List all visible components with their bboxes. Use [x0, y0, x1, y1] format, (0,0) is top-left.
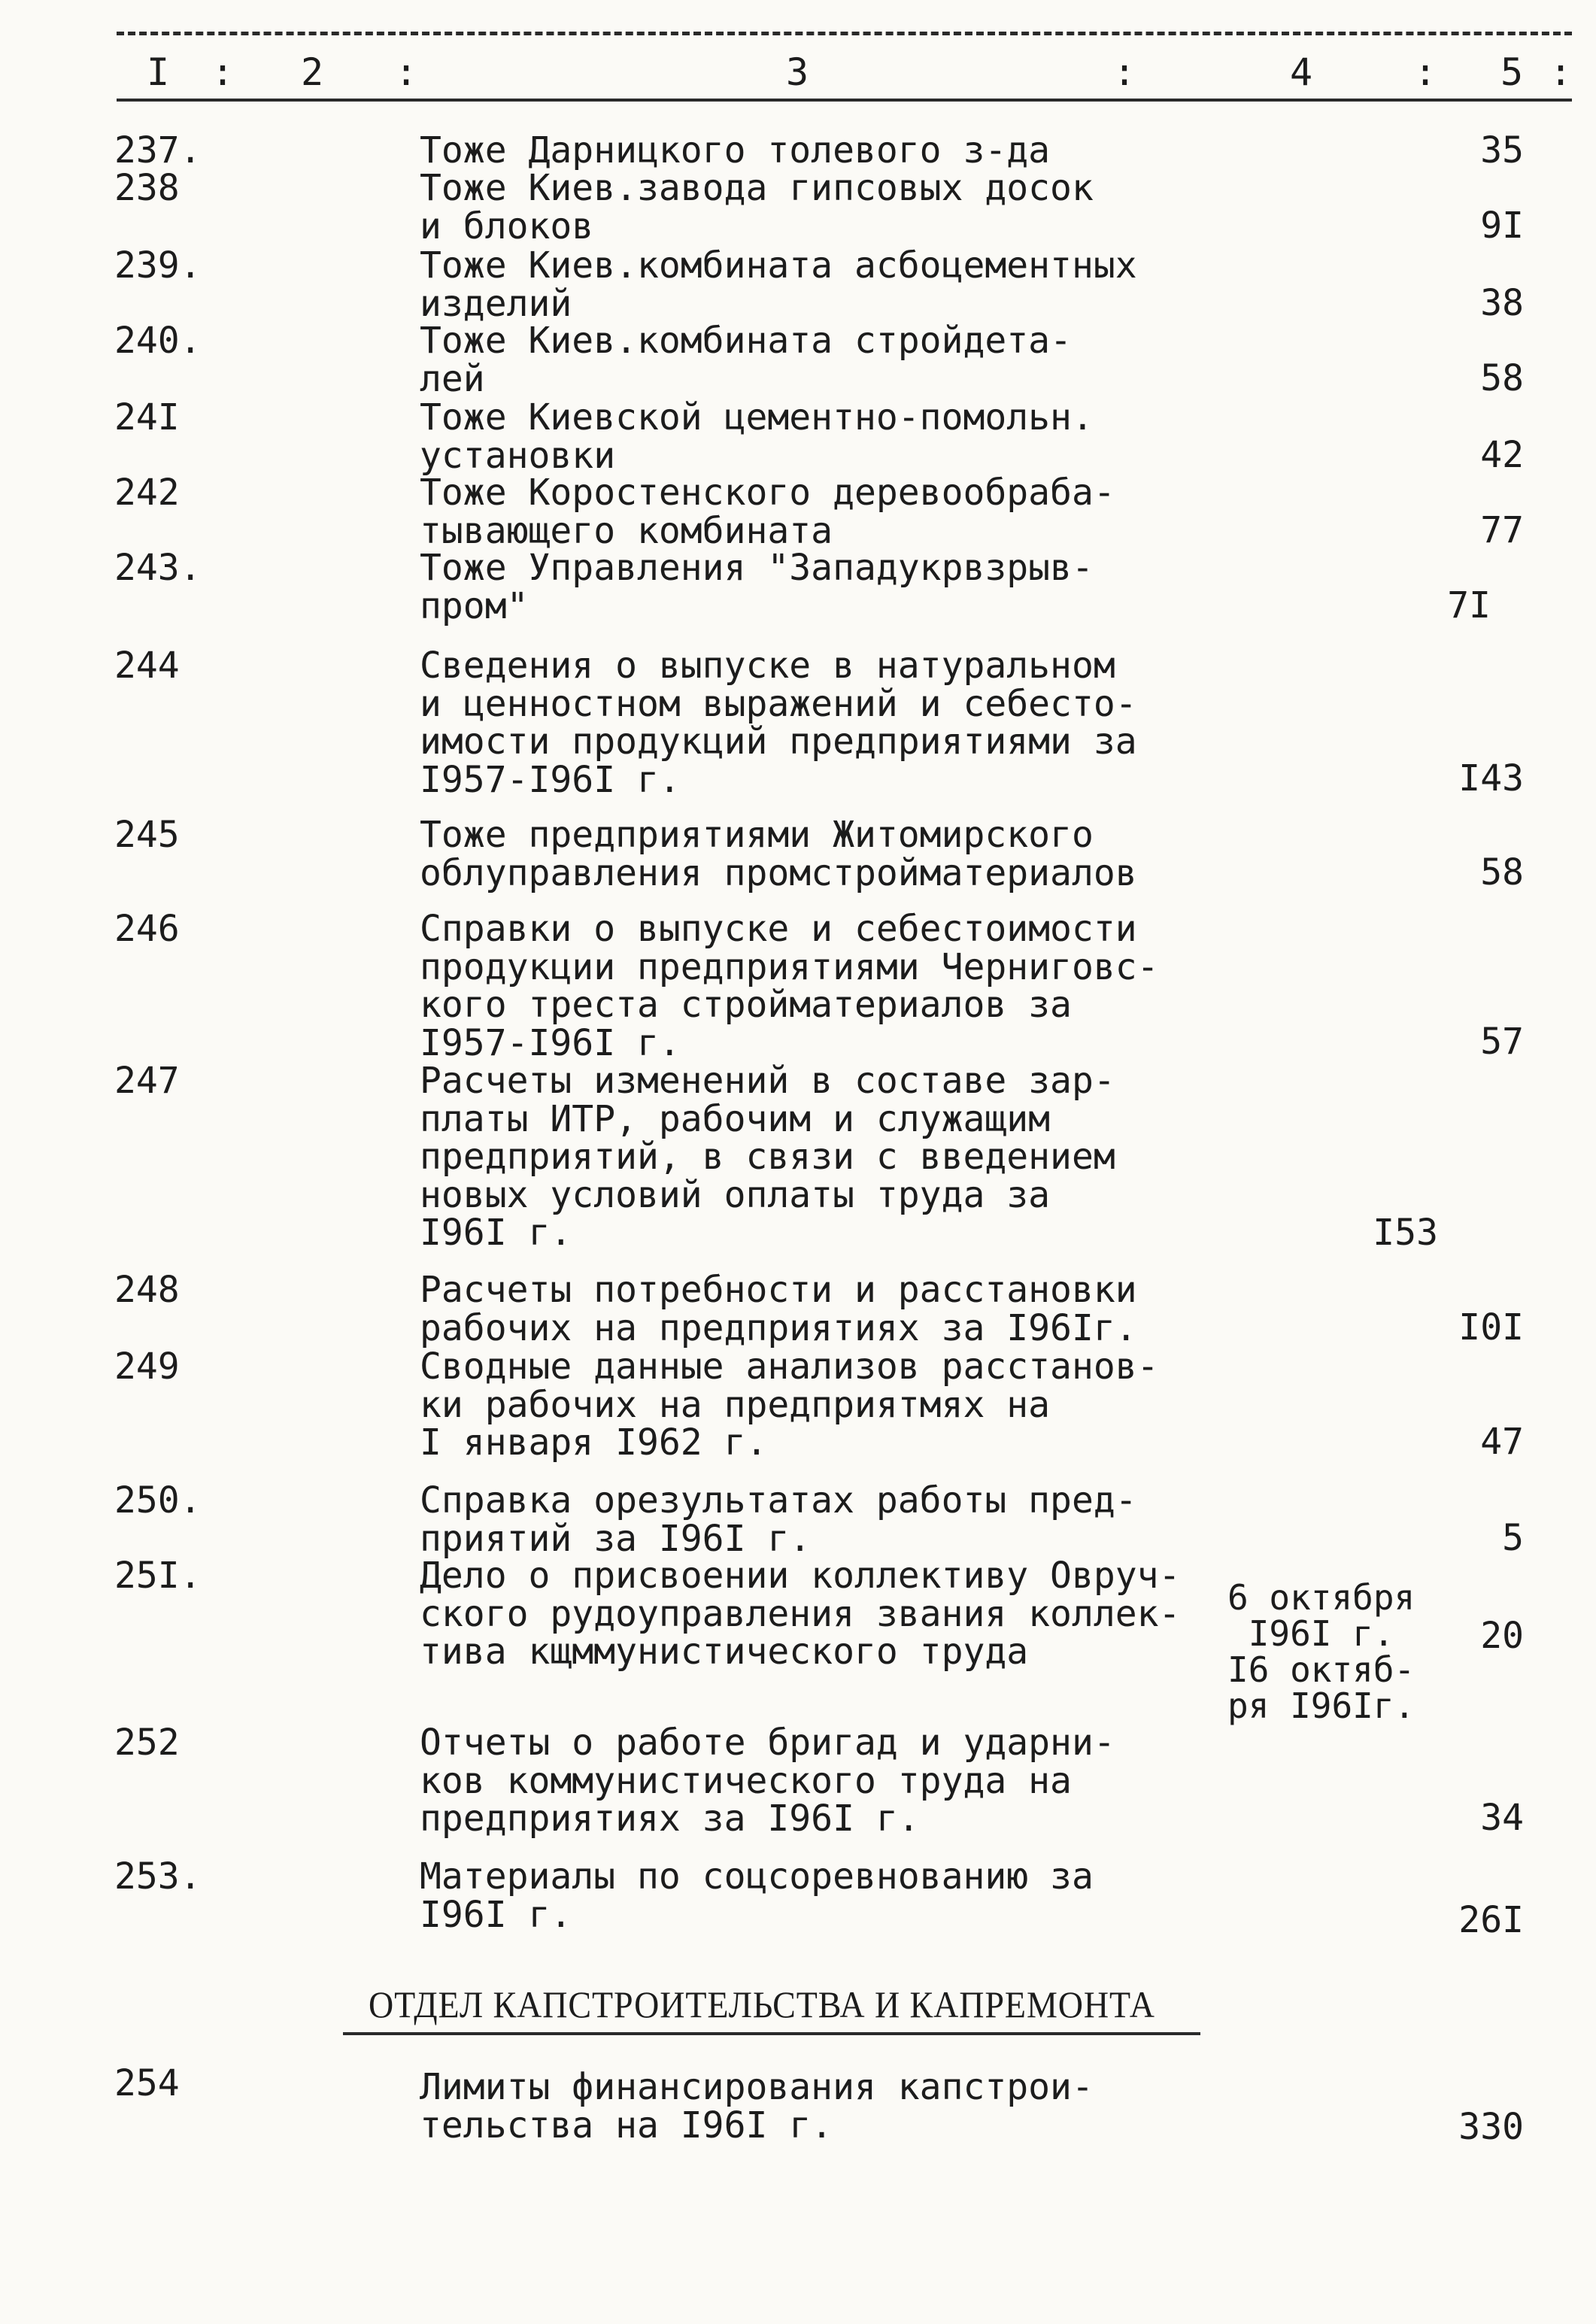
- entry-description: Расчеты изменений в составе зар- платы ИТР, рабочим и служащим предприятий, в связи с введением новых условий оплаты труда за I96I г.: [420, 1060, 1115, 1254]
- top-dashed-rule: [117, 32, 1572, 35]
- entry-sheet-count: 77: [1480, 509, 1524, 551]
- entry-description: Тоже Киев.комбината асбоцементных изделий: [420, 244, 1137, 325]
- entry-number: 252: [114, 1722, 180, 1764]
- header-underline: [117, 99, 1572, 102]
- entry-description: Отчеты о работе бригад и ударни- ков коммунистического труда на предприятиях за I96I г.: [420, 1722, 1115, 1840]
- entry-sheet-count: 7I: [1447, 584, 1491, 627]
- entry-sheet-count: 330: [1458, 2106, 1524, 2148]
- entry-sheet-count: 5: [1502, 1517, 1524, 1559]
- entry-sheet-count: 58: [1480, 851, 1524, 893]
- entry-description: Расчеты потребности и расстановки рабочих на предприятиях за I96Iг.: [420, 1269, 1137, 1349]
- entry-sheet-count: 42: [1480, 434, 1524, 476]
- entry-number: 237.: [114, 129, 202, 171]
- entry-number: 249: [114, 1346, 180, 1388]
- entry-description: Тоже Дарницкого толевого з-да: [420, 129, 1051, 171]
- header-col-5: 5: [1500, 50, 1524, 94]
- entry-number: 242: [114, 472, 180, 514]
- header-separator: :: [1549, 50, 1573, 94]
- entry-sheet-count: 34: [1480, 1797, 1524, 1839]
- entry-sheet-count: 26I: [1458, 1899, 1524, 1941]
- entry-number: 246: [114, 908, 180, 950]
- entry-description: Тоже Киев.завода гипсовых досок и блоков: [420, 167, 1094, 247]
- entry-number: 245: [114, 814, 180, 856]
- entry-description: Справка орезультатах работы пред- приятий за I96I г.: [420, 1479, 1137, 1560]
- entry-description: Сводные данные анализов расстанов- ки рабочих на предприятмях на I января I962 г.: [420, 1346, 1159, 1464]
- header-separator: :: [1414, 50, 1437, 94]
- header-col-3: 3: [786, 50, 809, 94]
- section-heading-underline: [343, 2032, 1200, 2035]
- header-col-1: I: [147, 50, 170, 94]
- entry-number: 238: [114, 167, 180, 209]
- header-col-2: 2: [301, 50, 324, 94]
- entry-sheet-count: 20: [1480, 1615, 1524, 1657]
- entry-number: 240.: [114, 320, 202, 362]
- column-header-row: [117, 48, 1572, 96]
- entry-number: 24I: [114, 396, 180, 438]
- entry-description: Материалы по соцсоревнованию за I96I г.: [420, 1855, 1094, 1936]
- header-separator: :: [1113, 50, 1136, 94]
- entry-number: 243.: [114, 547, 202, 589]
- entry-number: 25I.: [114, 1555, 202, 1597]
- entry-sheet-count: 38: [1480, 282, 1524, 324]
- entry-number: 247: [114, 1060, 180, 1102]
- entry-sheet-count: I53: [1373, 1212, 1438, 1254]
- entry-sheet-count: 35: [1480, 129, 1524, 171]
- entry-description: Тоже Коростенского деревообраба- тывающего комбината: [420, 472, 1115, 552]
- entry-description: Сведения о выпуске в натуральном и ценностном выражений и себесто- имости продукций предприятиями за I957-I96I г.: [420, 645, 1137, 801]
- entry-dates: 6 октября I96I г. I6 октяб- ря I96Iг.: [1227, 1577, 1415, 1726]
- section-heading: ОТДЕЛ КАПСТРОИТЕЛЬСТВА И КАПРЕМОНТА: [369, 1983, 1155, 2025]
- header-separator: :: [395, 50, 418, 94]
- entry-number: 244: [114, 645, 180, 687]
- entry-sheet-count: 47: [1480, 1421, 1524, 1463]
- entry-description: Лимиты финансирования капстрои- тельства на I96I г.: [420, 2066, 1094, 2147]
- header-separator: :: [211, 50, 235, 94]
- entry-sheet-count: 58: [1480, 357, 1524, 399]
- entry-number: 248: [114, 1269, 180, 1311]
- entry-sheet-count: 9I: [1480, 205, 1524, 247]
- entry-description: Дело о присвоении коллективу Овруч- ского рудоуправления звания коллек- тива кщммунистического труда: [420, 1555, 1181, 1673]
- entry-description: Тоже Киев.комбината стройдета- лей: [420, 320, 1072, 400]
- entry-sheet-count: 57: [1480, 1021, 1524, 1063]
- entry-number: 253.: [114, 1855, 202, 1898]
- entry-description: Справки о выпуске и себестоимости продукции предприятиями Черниговс- кого треста стройматериалов за I957-I96I г.: [420, 908, 1159, 1064]
- entry-sheet-count: I0I: [1458, 1306, 1524, 1349]
- entry-number: 239.: [114, 244, 202, 287]
- entry-sheet-count: I43: [1458, 757, 1524, 799]
- entry-number: 254: [114, 2062, 180, 2104]
- entry-description: Тоже Киевской цементно-помольн. установки: [420, 396, 1094, 477]
- header-col-4: 4: [1290, 50, 1313, 94]
- entry-description: Тоже Управления "Западукрвзрыв- пром": [420, 547, 1094, 627]
- entry-description: Тоже предприятиями Житомирского облуправления промстройматериалов: [420, 814, 1137, 894]
- entry-number: 250.: [114, 1479, 202, 1522]
